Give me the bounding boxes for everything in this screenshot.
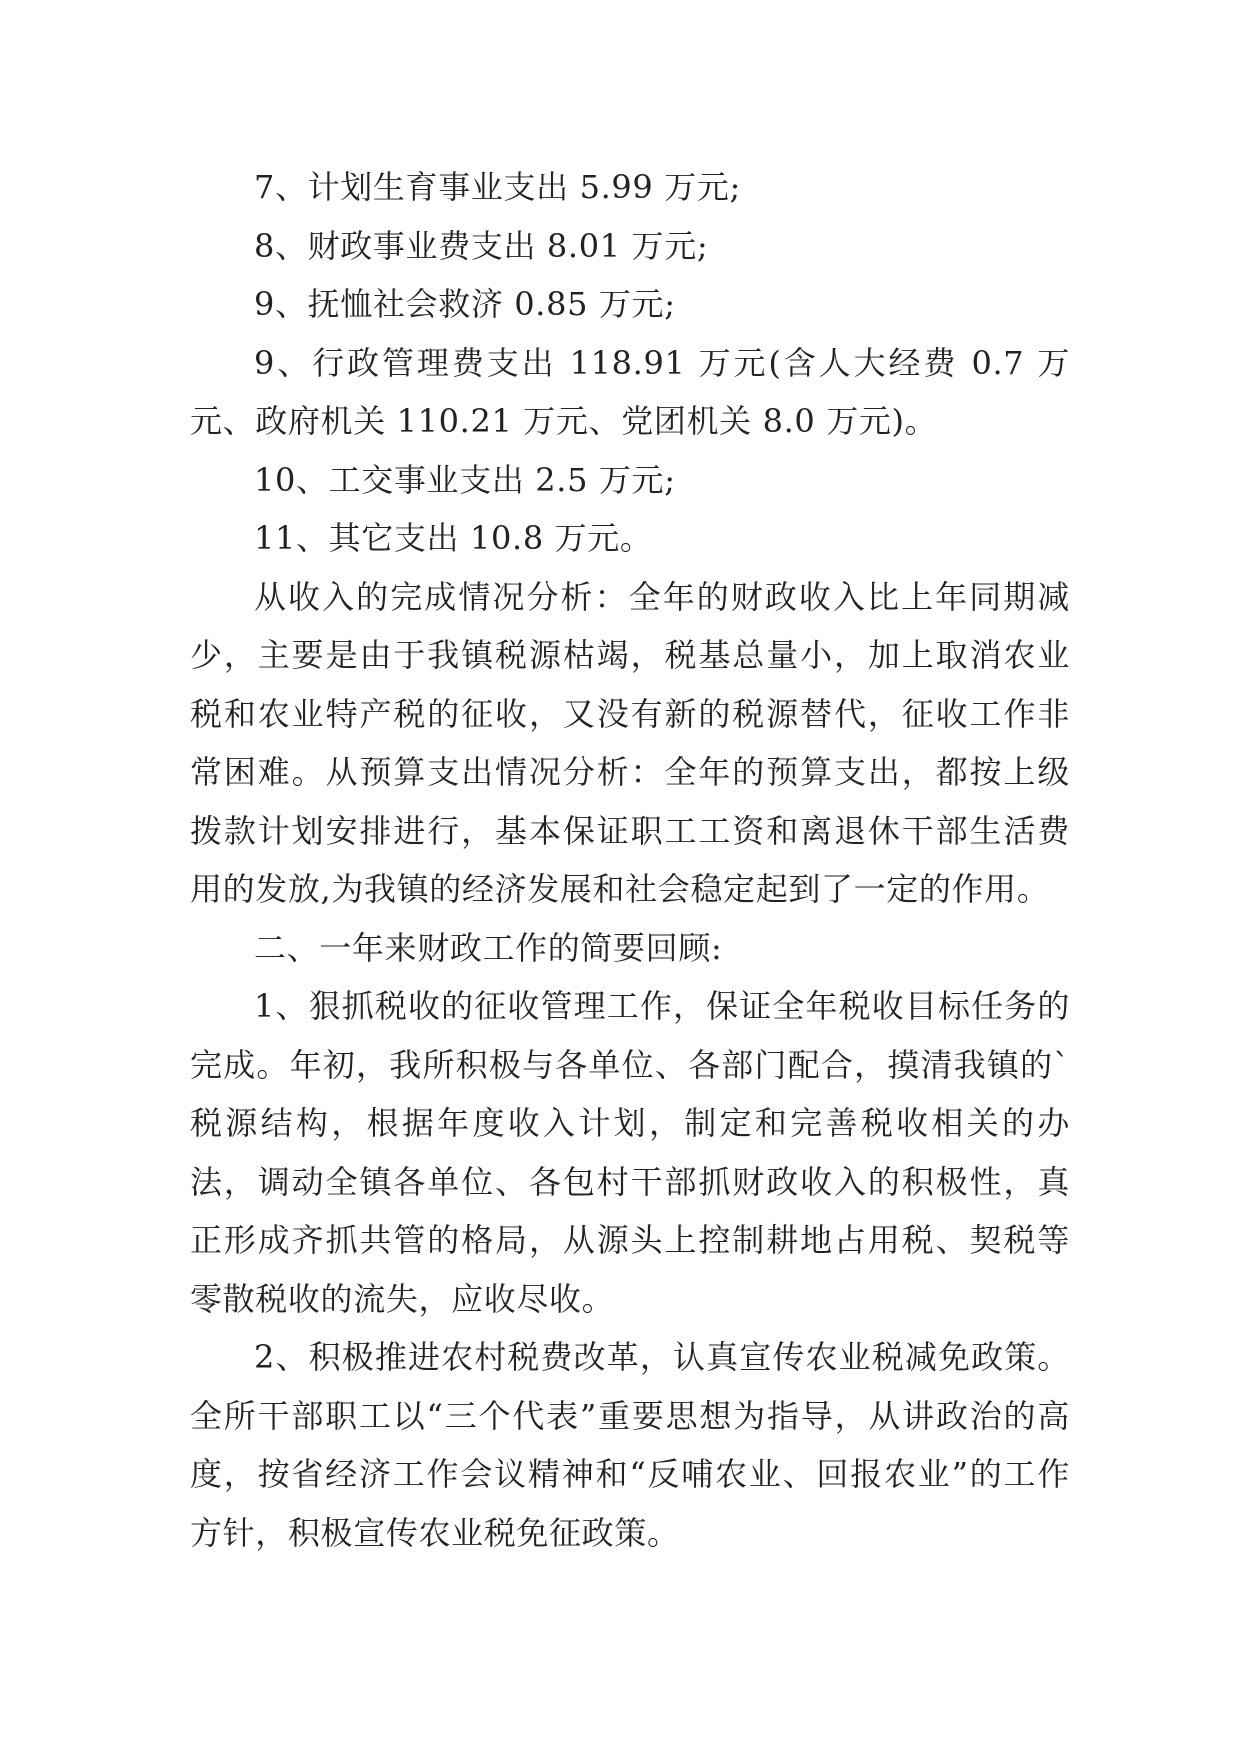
paragraph-expense-admin: 9、行政管理费支出 118.91 万元(含人大经费 0.7 万元、政府机关 110.21 万元、党团机关 8.0 万元)。: [190, 343, 1070, 440]
paragraph-analysis: 从收入的完成情况分析：全年的财政收入比上年同期减少，主要是由于我镇税源枯竭，税基总量小，加上取消农业税和农业特产税的征收，又没有新的税源替代，征收工作非常困难。从预算支出情况分析：全年的预算支出，都按上级拨款计划安排进行，基本保证职工工资和离退休干部生活费用的发放,为我镇的经济发展和社会稳定起到了一定的作用。: [190, 577, 1070, 908]
paragraph-expense-industry-transport: 10、工交事业支出 2.5 万元;: [254, 460, 676, 499]
paragraph-review-1: 1、狠抓税收的征收管理工作，保证全年税收目标任务的完成。年初，我所积极与各单位、各部门配合，摸清我镇的`税源结构，根据年度收入计划，制定和完善税收相关的办法，调动全镇各单位、各包村干部抓财政收入的积极性，真正形成齐抓共管的格局，从源头上控制耕地占用税、契税等零散税收的流失，应收尽收。: [190, 987, 1070, 1318]
paragraph-review-2: 2、积极推进农村税费改革，认真宣传农业税减免政策。全所干部职工以“三个代表”重要思想为指导，从讲政治的高度，按省经济工作会议精神和“反哺农业、回报农业”的工作方针，积极宣传农业税免征政策。: [190, 1338, 1070, 1552]
paragraph-expense-relief: 9、抚恤社会救济 0.85 万元;: [254, 285, 676, 323]
document-body: [190, 158, 1070, 1562]
paragraph-expense-other: 11、其它支出 10.8 万元。: [254, 519, 653, 557]
paragraph-expense-finance: 8、财政事业费支出 8.01 万元;: [254, 226, 709, 265]
section-heading-review: 二、一年来财政工作的简要回顾:: [254, 928, 723, 967]
paragraph-expense-family-planning: 7、计划生育事业支出 5.99 万元;: [254, 168, 741, 206]
